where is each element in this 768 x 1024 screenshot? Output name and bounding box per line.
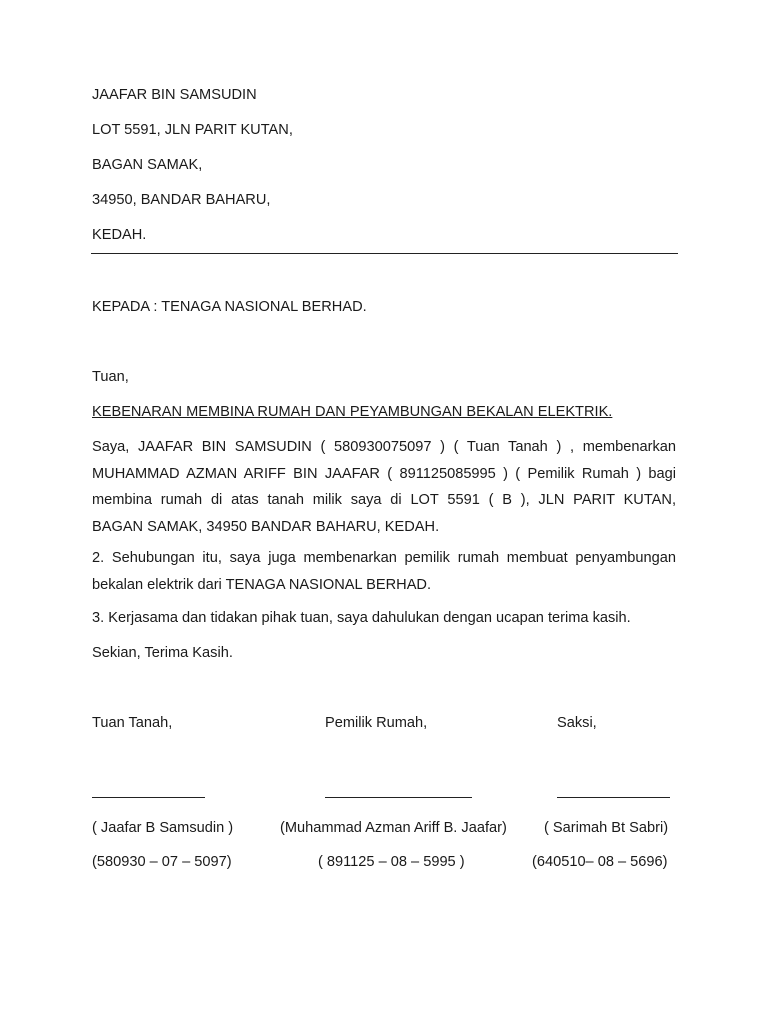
paragraph-2-line: 2. Sehubungan itu, saya juga membenarkan pemilik rumah membuat penyambungan — [92, 550, 676, 566]
signatory-ic-witness: (640510– 08 – 5696) — [532, 854, 668, 870]
sender-address-line-1: LOT 5591, JLN PARIT KUTAN, — [92, 122, 293, 138]
signatory-role-witness: Saksi, — [557, 715, 597, 731]
signatory-name-house-owner: (Muhammad Azman Ariff B. Jaafar) — [280, 820, 507, 836]
salutation: Tuan, — [92, 369, 129, 385]
sender-address-line-3: 34950, BANDAR BAHARU, — [92, 192, 271, 208]
signature-line-witness — [557, 797, 670, 798]
sender-name: JAAFAR BIN SAMSUDIN — [92, 87, 257, 103]
signatory-role-house-owner: Pemilik Rumah, — [325, 715, 428, 731]
paragraph-2-line: bekalan elektrik dari TENAGA NASIONAL BERHAD. — [92, 576, 432, 593]
paragraph-1-line: BAGAN SAMAK, 34950 BANDAR BAHARU, KEDAH. — [92, 518, 440, 535]
closing: Sekian, Terima Kasih. — [92, 645, 233, 661]
signatory-name-witness: ( Sarimah Bt Sabri) — [544, 820, 669, 836]
subject-heading: KEBENARAN MEMBINA RUMAH DAN PEYAMBUNGAN BEKALAN ELEKTRIK. — [92, 404, 613, 420]
recipient: KEPADA : TENAGA NASIONAL BERHAD. — [92, 299, 367, 315]
signatory-ic-house-owner: ( 891125 – 08 – 5995 ) — [318, 854, 465, 870]
paragraph-1 — [92, 434, 676, 540]
signature-line-house-owner — [325, 797, 472, 798]
signatory-name-landowner: ( Jaafar B Samsudin ) — [92, 820, 234, 836]
paragraph-1-line: MUHAMMAD AZMAN ARIFF BIN JAAFAR ( 891125085995 ) ( Pemilik Rumah ) bagi — [92, 465, 676, 482]
sender-address-line-4: KEDAH. — [92, 227, 147, 243]
paragraph-1-line: Saya, JAAFAR BIN SAMSUDIN ( 580930075097 ) ( Tuan Tanah ) , membenarkan — [92, 439, 676, 455]
paragraph-2 — [92, 545, 676, 598]
signatory-role-landowner: Tuan Tanah, — [92, 715, 173, 731]
paragraph-3: 3. Kerjasama dan tidakan pihak tuan, saya dahulukan dengan ucapan terima kasih. — [92, 610, 631, 626]
header-divider — [91, 253, 678, 254]
paragraph-1-line: membina rumah di atas tanah milik saya di LOT 5591 ( B ), JLN PARIT KUTAN, — [92, 492, 676, 508]
signatory-ic-landowner: (580930 – 07 – 5097) — [92, 854, 232, 870]
sender-address-line-2: BAGAN SAMAK, — [92, 157, 203, 173]
signature-line-landowner — [92, 797, 205, 798]
